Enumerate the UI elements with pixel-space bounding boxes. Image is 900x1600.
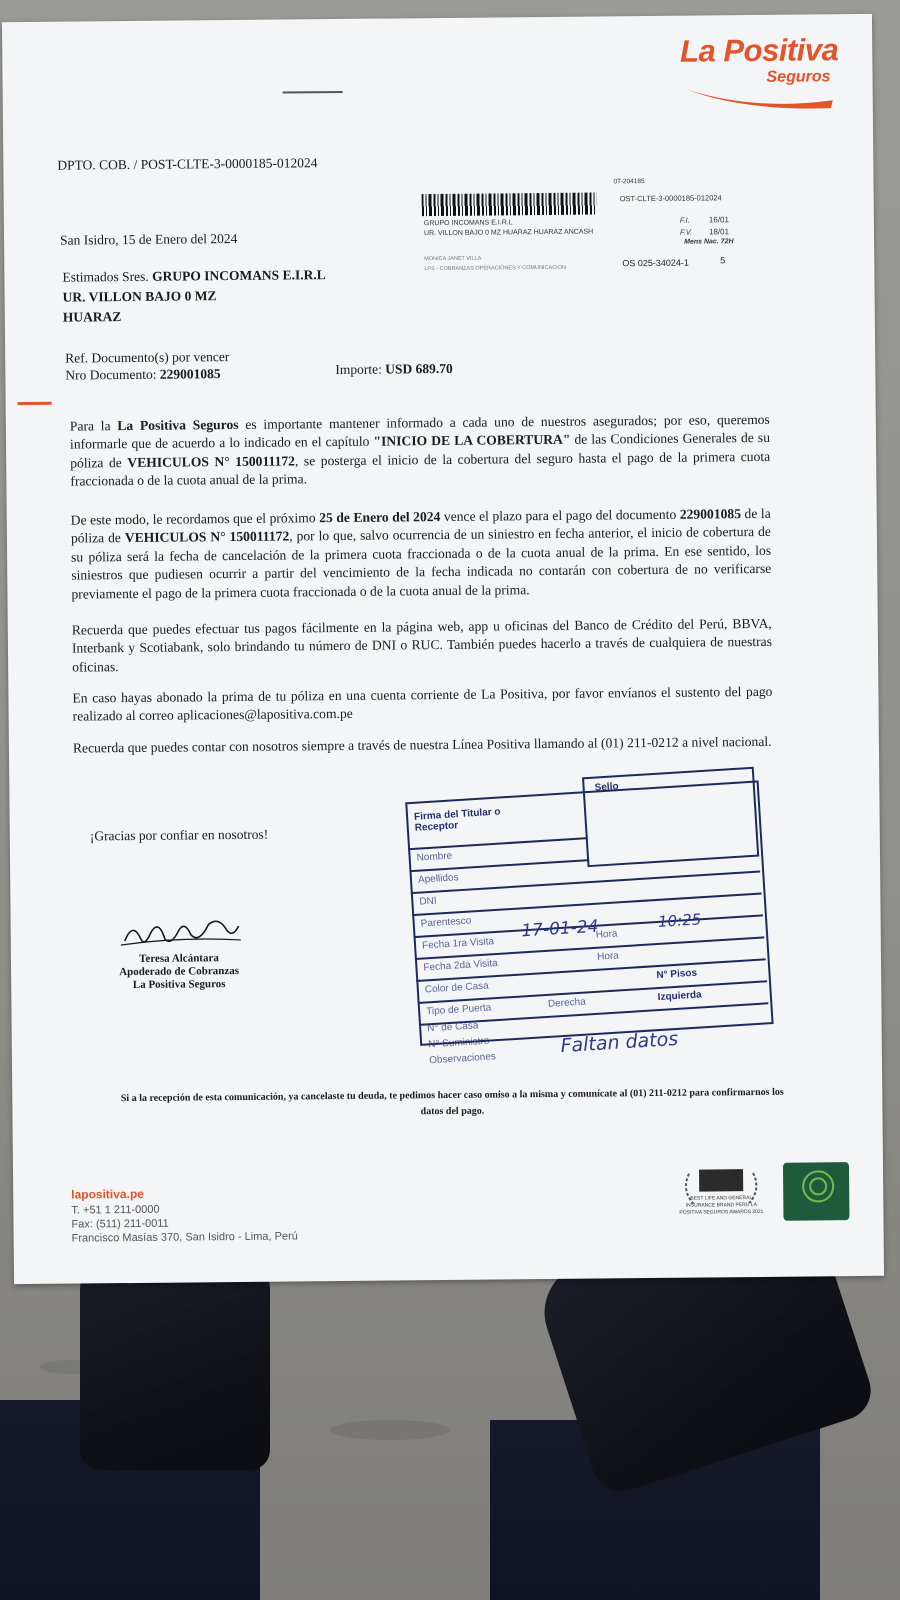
- slip-fi-label: F.I.: [679, 215, 690, 225]
- signer-name: Teresa Alcántara: [139, 952, 219, 965]
- stamp-firma-label: Firma del Titular o Receptor: [413, 806, 501, 834]
- slip-code: OST-CLTE-3-0000185-012024: [619, 193, 722, 204]
- stamp-tipo-puerta-label: Tipo de Puerta: [425, 1002, 492, 1018]
- la-positiva-logo: [656, 24, 847, 110]
- nro-label: Nro Documento:: [65, 367, 157, 383]
- logo-main-text: La Positiva: [679, 32, 839, 69]
- contact-block: [71, 1185, 298, 1246]
- p2-text-a: De este modo, le recordamos que el próximo: [70, 510, 320, 528]
- paragraph-2: [71, 505, 772, 604]
- p1-chapter: "INICIO DE LA COBERTURA": [373, 432, 571, 450]
- slip-dept: LPS - COBRANZAS OPERACIONES Y COMUNICACION: [424, 264, 566, 273]
- stamp-nombre-label: Nombre: [416, 850, 453, 864]
- letter-page: [2, 14, 884, 1284]
- barcode: [422, 193, 597, 217]
- p2-text-e: de la póliza de: [70, 505, 771, 547]
- addressee-address: UR. VILLON BAJO 0 MZ: [62, 288, 217, 305]
- addressee-city: HUARAZ: [62, 309, 122, 325]
- stamp-n-casa-label: N° de Casa: [426, 1020, 479, 1035]
- slip-company: GRUPO INCOMANS E.I.R.L: [423, 219, 513, 228]
- slip-fv-value: 18/01: [708, 227, 730, 237]
- p1-text-c: es importante mantener informado a cada uno de nuestros asegurados; por eso, queremos informarle que de acuerdo a lo indicado en el capítulo: [69, 411, 770, 453]
- slip-code-top: 0T-204185: [613, 178, 645, 186]
- stamp-parentesco-label: Parentesco: [420, 915, 472, 930]
- p2-text-c: vence el plazo para el pago del documento: [440, 506, 680, 525]
- signer-role: Apoderado de Cobranzas: [119, 965, 240, 979]
- award-text: BEST LIFE AND GENERAL INSURANCE BRAND PERU LA POSITIVA SEGUROS AWARDS 2021: [679, 1195, 764, 1216]
- stamp-suministro-label: N° Suministro: [427, 1035, 490, 1051]
- p2-text-g: , por lo que, salvo ocurrencia de un siniestro en fecha anterior, el inicio de cobertura de su póliza será la fecha de cancelación de la primera cuota fraccionada o de la cuota anual de la prima. En ese sentido, los siniestros que pudiesen ocurrir a partir del vencimiento de la fecha indicada no contarán con cobertura de no verificarse previamente el pago de la primera cuota fraccionada o de la cuota anual de la prima.: [71, 524, 772, 602]
- handwritten-observation: Faltan datos: [559, 1027, 679, 1058]
- logo-sub-text: Seguros: [766, 68, 831, 86]
- reference-block: [65, 348, 230, 384]
- slip-address: UR. VILLON BAJO 0 MZ HUARAZ HUARAZ ANCASH: [423, 228, 594, 238]
- slip-fi-value: 16/01: [708, 215, 729, 225]
- award-badge-icon: [675, 1165, 768, 1228]
- stamp-sello-label: Sello: [594, 781, 619, 794]
- closing-thanks: ¡Gracias por confiar en nosotros!: [89, 826, 269, 844]
- green-certification-badge-icon: [783, 1162, 850, 1221]
- slip-fv-label: F.V.: [679, 227, 693, 237]
- stamp-dni-label: DNI: [419, 895, 437, 908]
- stamp-observaciones-label: Observaciones: [428, 1051, 497, 1067]
- stamp-color-casa-label: Color de Casa: [424, 980, 489, 996]
- floor-stain: [330, 1420, 450, 1440]
- ref-label: Ref. Documento(s) por vencer: [65, 349, 230, 366]
- stamp-hora2-label: Hora: [596, 950, 620, 963]
- p1-policy: VEHICULOS N° 150011172: [127, 453, 295, 470]
- badge-ring-inner: [809, 1177, 827, 1195]
- handwritten-visit-date: 17-01-24: [520, 916, 600, 942]
- nro-value: 229001085: [159, 366, 221, 382]
- importe-value: USD 689.70: [385, 360, 453, 377]
- p2-due-date: 25 de Enero del 2024: [319, 509, 441, 526]
- department-reference: DPTO. COB. / POST-CLTE-3-0000185-012024: [57, 155, 318, 173]
- stamp-apellidos-label: Apellidos: [417, 872, 459, 886]
- handwritten-signature-icon: [119, 910, 244, 955]
- logo-swoosh-icon: [685, 84, 835, 109]
- importe-block: [335, 360, 453, 378]
- letter-date: San Isidro, 15 de Enero del 2024: [59, 230, 238, 248]
- signer-company: La Positiva Seguros: [132, 978, 226, 992]
- p1-text-e: de las Condiciones Generales de su póliza de: [70, 430, 771, 471]
- contact-address: Francisco Masías 370, San Isidro - Lima, Perú: [71, 1230, 298, 1245]
- p2-policy: VEHICULOS N° 150011172: [124, 528, 290, 546]
- slip-sender: MONICA JANET VILLA: [424, 255, 482, 263]
- addressee-name: GRUPO INCOMANS E.I.R.L: [151, 267, 326, 284]
- mailing-slip: [413, 173, 744, 286]
- stamp-derecha-label: Derecha: [547, 996, 587, 1010]
- paragraph-4: En caso hayas abonado la prima de tu póliza en una cuenta corriente de La Positiva, por favor envíanos el sustento del pago realizado al correo aplicaciones@lapositiva.com.pe: [72, 683, 773, 725]
- p1-text-a: Para la: [69, 418, 118, 434]
- signature-block: [99, 910, 259, 992]
- website-link[interactable]: lapositiva.pe: [71, 1186, 144, 1202]
- slip-mens: Mens Nac. 72H: [684, 238, 734, 246]
- importe-label: Importe:: [335, 361, 382, 378]
- footer-note: Si a la recepción de esta comunicación, ya cancelaste tu deuda, te pedimos hacer caso omiso a la misma y comunícate al (01) 211-0212 para confirmarnos los datos del pago.: [120, 1086, 784, 1118]
- stamp-fecha2-label: Fecha 2da Visita: [423, 957, 499, 974]
- orange-dash: [18, 402, 52, 405]
- addressee-prefix: Estimados Sres.: [62, 268, 149, 285]
- slip-os: OS 025-34024-1: [622, 257, 689, 269]
- stamp-izquierda-label: Izquierda: [657, 989, 702, 1004]
- p1-text-g: , se posterga el inicio de la cobertura del seguro hasta el pago de la primera cuota fraccionada o de la cuota anual de la prima.: [70, 448, 771, 490]
- paragraph-1: [70, 411, 771, 492]
- stamp-hora-label: Hora: [595, 928, 618, 941]
- stamp-pisos-label: N° Pisos: [656, 967, 698, 982]
- contact-tel: T. +51 1 211-0000: [71, 1203, 160, 1217]
- stamp-fecha1-label: Fecha 1ra Visita: [421, 936, 495, 952]
- handwritten-visit-time: 10:25: [657, 910, 702, 931]
- paragraph-5: Recuerda que puedes contar con nosotros siempre a través de nuestra Línea Positiva llamando al (01) 211-0212 a nivel nacional.: [72, 733, 772, 756]
- p1-company: La Positiva Seguros: [117, 416, 239, 434]
- addressee-block: [62, 266, 326, 329]
- contact-fax: Fax: (511) 211-0011: [71, 1217, 169, 1231]
- slip-count: 5: [720, 255, 726, 266]
- divider-mark: [283, 91, 343, 94]
- visit-stamp: [404, 765, 789, 1067]
- p2-document: 229001085: [679, 506, 742, 522]
- paragraph-3: Recuerda que puedes efectuar tus pagos fácilmente en la página web, app u oficinas del Banco de Crédito del Perú, BBVA, Interbank y Scotiabank, solo brindando tu número de DNI o RUC. También puedes hacerlo a través de cualquiera de nuestras oficinas.: [71, 615, 773, 675]
